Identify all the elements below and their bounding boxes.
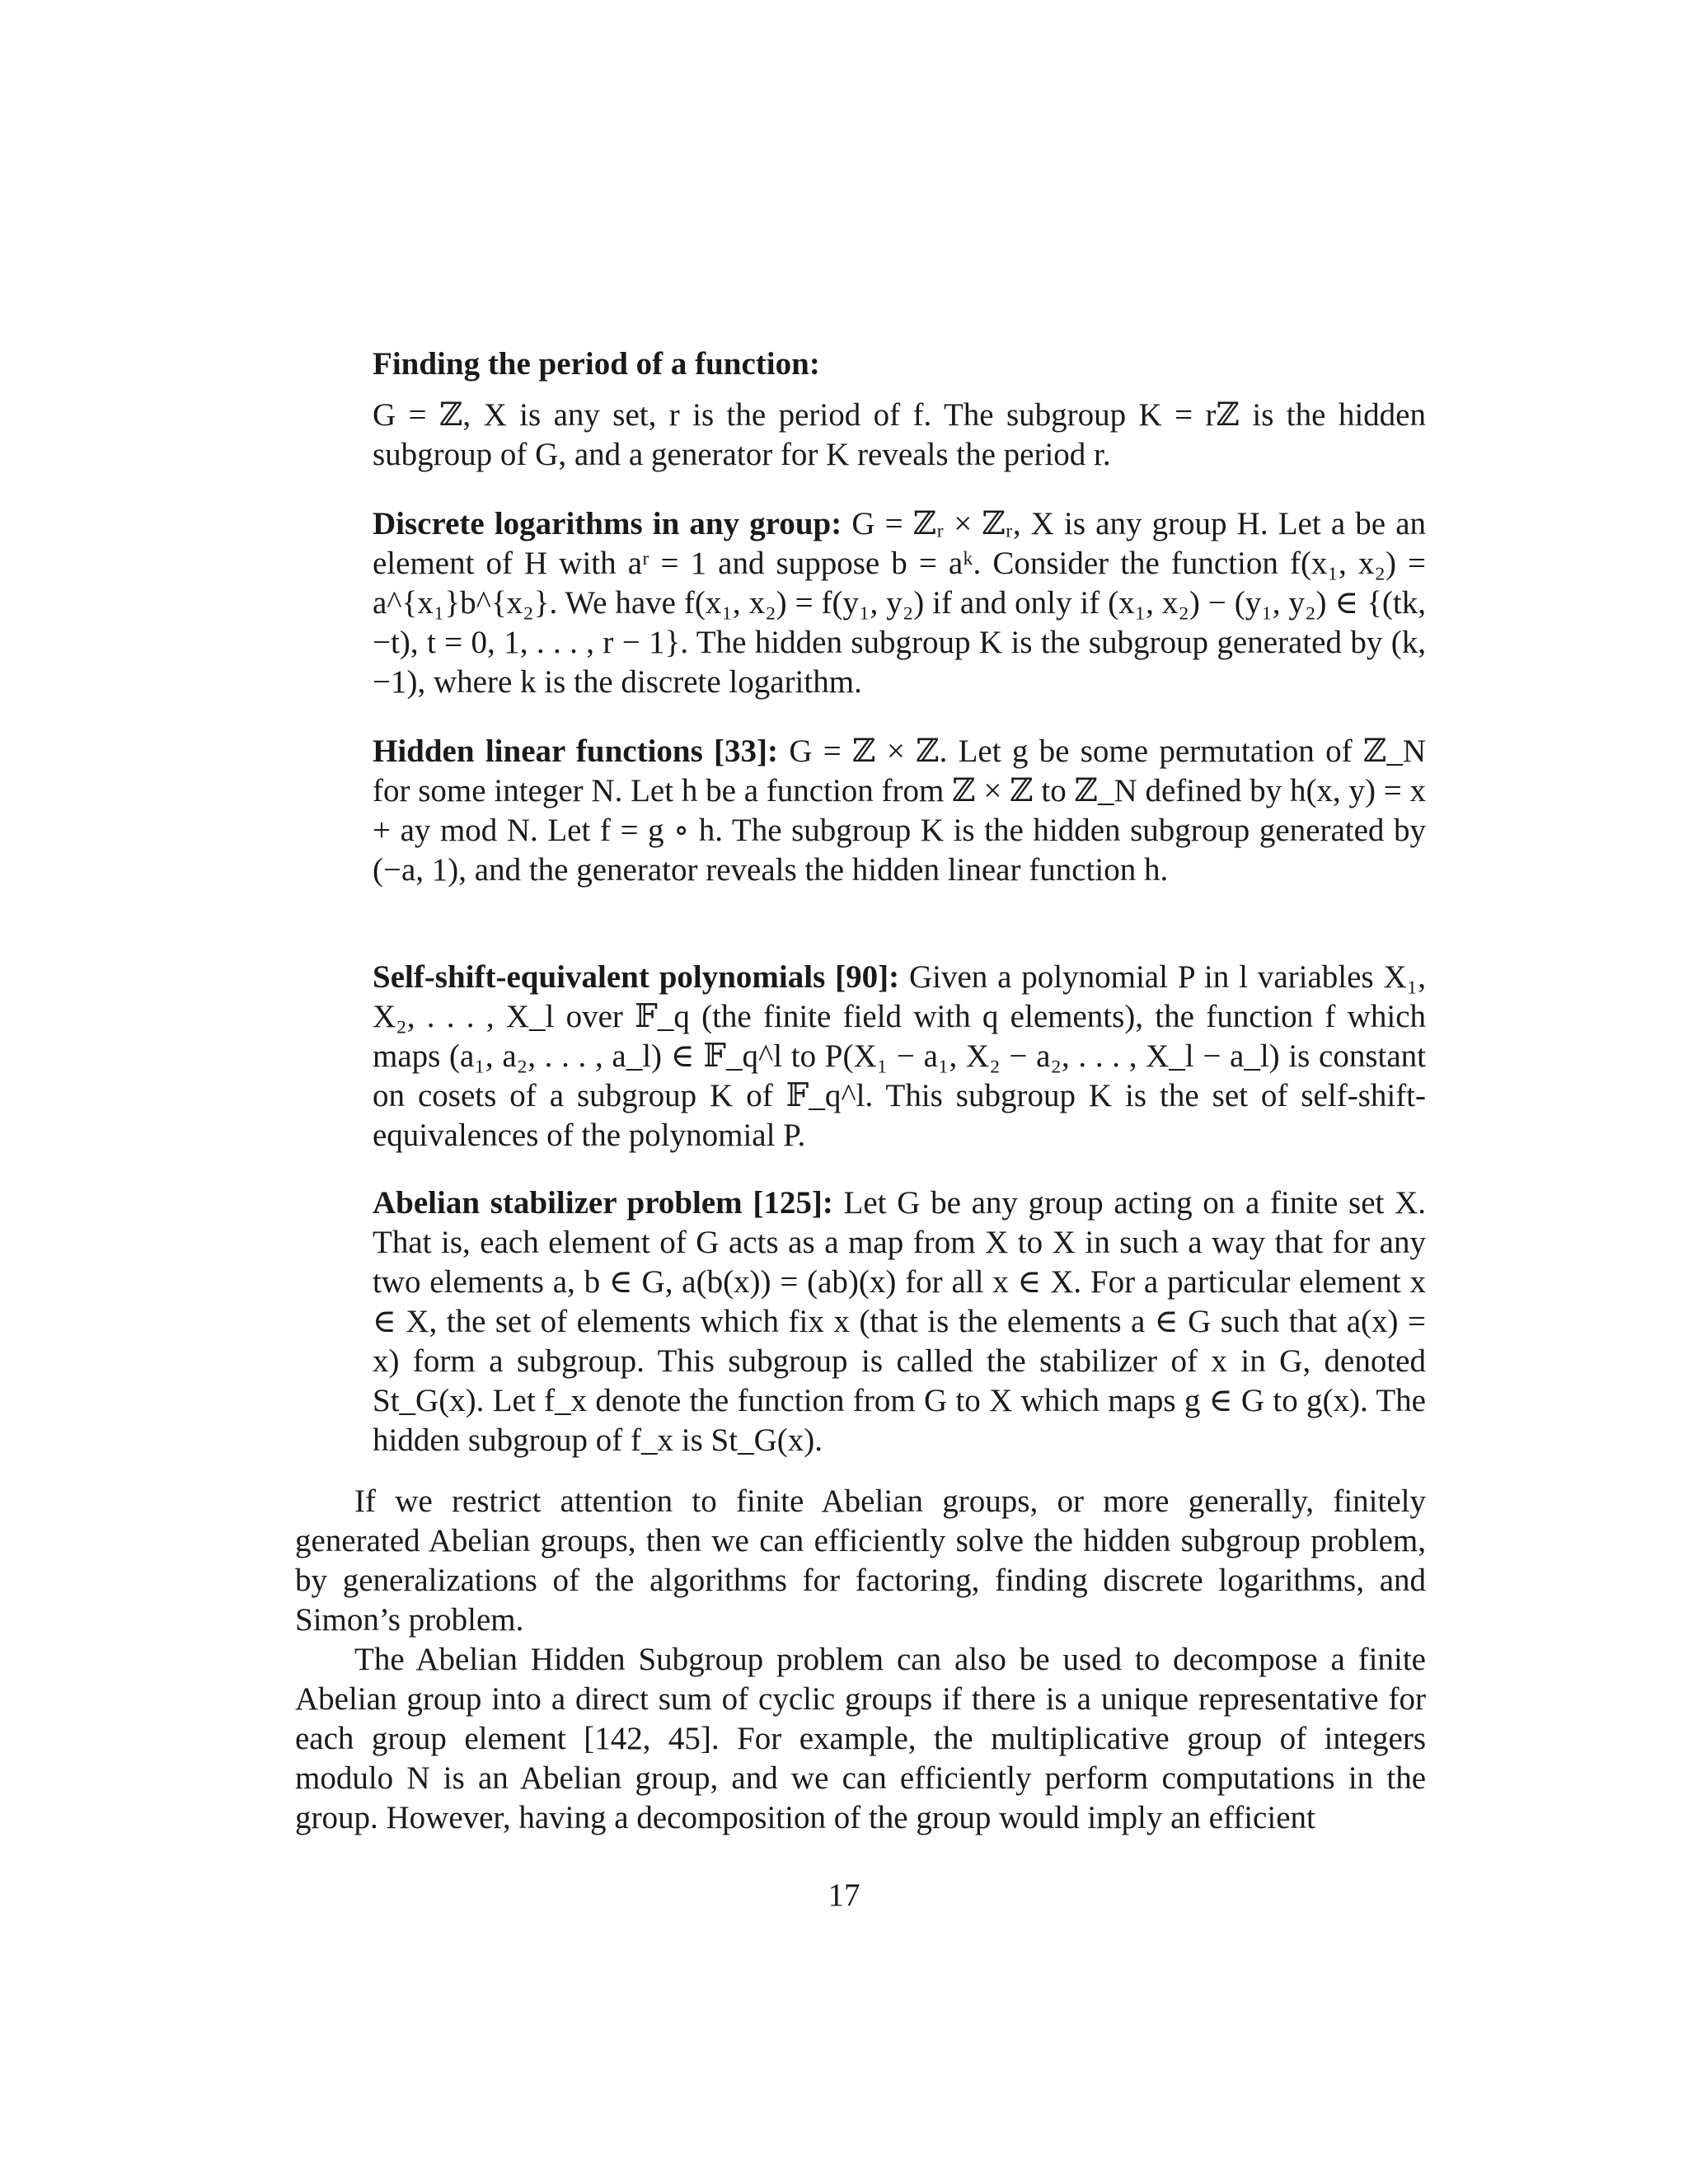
- self-shift-term: Self-shift-equivalent polynomials [90]:: [373, 959, 900, 995]
- abelian-stabilizer-paragraph: [373, 1183, 1426, 1460]
- period-paragraph: [373, 396, 1426, 475]
- abelian-stabilizer-term: Abelian stabilizer problem [125]:: [373, 1185, 833, 1221]
- discrete-log-text: G = ℤᵣ × ℤᵣ, X is any group H. Let a be an element of H with aʳ = 1 and suppose b = aᵏ. Consider the function f(x₁, x₂) = a^{x₁}b^{x₂}. We have f(x₁, x₂) = f(y₁, y₂) if and only if (x₁, x₂) − (y₁, y₂) ∈ {(tk, −t), t = 0, 1, . . . , r − 1}. The hidden subgroup K is the subgroup generated by (k, −1), where k is the discrete logarithm.: [373, 506, 1426, 700]
- period-text: G = ℤ, X is any set, r is the period of f. The subgroup K = rℤ is the hidden subgroup of G, and a generator for K reveals the period r.: [373, 397, 1426, 472]
- self-shift-paragraph: [373, 958, 1426, 1155]
- hidden-linear-text: G = ℤ × ℤ. Let g be some permutation of ℤ_N for some integer N. Let h be a function from ℤ × ℤ to ℤ_N defined by h(x, y) = x + ay mod N. Let f = g ∘ h. The subgroup K is the hidden subgroup generated by (−a, 1), and the generator reveals the hidden linear function h.: [373, 733, 1427, 888]
- hidden-linear-paragraph: [373, 732, 1426, 890]
- section-heading: Finding the period of a function:: [373, 346, 820, 382]
- self-shift-text: Given a polynomial P in l variables X₁, X₂, . . . , X_l over 𝔽_q (the finite field with q elements), the function f which maps (a₁, a₂, . . . , a_l) ∈ 𝔽_q^l to P(X₁ − a₁, X₂ − a₂, . . . , X_l − a_l) is constant on cosets of a subgroup K of 𝔽_q^l. This subgroup K is the set of self-shift-equivalences of the polynomial P.: [373, 959, 1426, 1153]
- body-text: [295, 1482, 1426, 1838]
- abelian-stabilizer-text: Let G be any group acting on a finite set X. That is, each element of G acts as a map from X to X in such a way that for any two elements a, b ∈ G, a(b(x)) = (ab)(x) for all x ∈ X. For a particular element x ∈ X, the set of elements which fix x (that is the elements a ∈ G such that a(x) = x) form a subgroup. This subgroup is called the stabilizer of x in G, denoted St_G(x). Let f_x denote the function from G to X which maps g ∈ G to g(x). The hidden subgroup of f_x is St_G(x).: [373, 1185, 1426, 1458]
- discrete-log-term: Discrete logarithms in any group:: [373, 506, 842, 541]
- page-number: 17: [828, 1877, 860, 1913]
- discrete-log-paragraph: [373, 504, 1426, 702]
- body-paragraph-1: If we restrict attention to finite Abelian groups, or more generally, finitely generated Abelian groups, then we can efficiently solve the hidden subgroup problem, by generalizations of the algorithms for factoring, finding discrete logarithms, and Simon’s problem.: [295, 1483, 1426, 1638]
- body-paragraph-2: The Abelian Hidden Subgroup problem can also be used to decompose a finite Abelian group into a direct sum of cyclic groups if there is a unique representative for each group element [142, 45]. For example, the multiplicative group of integers modulo N is an Abelian group, and we can efficiently perform computations in the group. However, having a decomposition of the group would imply an efficient: [295, 1642, 1426, 1835]
- hidden-linear-term: Hidden linear functions [33]:: [373, 733, 779, 769]
